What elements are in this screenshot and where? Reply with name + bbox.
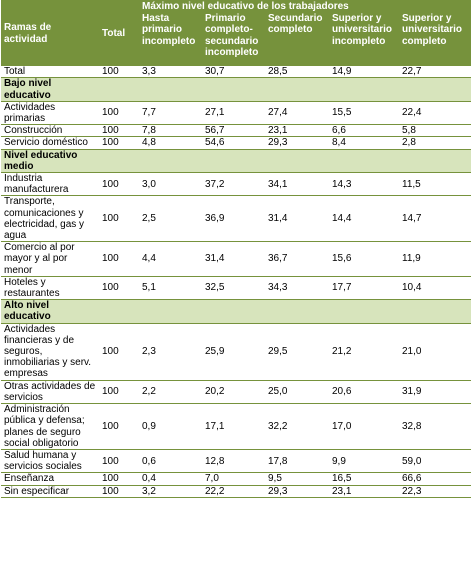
table-row bbox=[1, 485, 471, 497]
value-cell: 2,2 bbox=[139, 380, 202, 403]
value-cell: 6,6 bbox=[329, 125, 399, 137]
value-cell: 30,7 bbox=[202, 66, 265, 78]
table-row bbox=[1, 242, 471, 277]
value-cell: 29,3 bbox=[265, 137, 329, 149]
table-row bbox=[1, 196, 471, 242]
value-cell: 54,6 bbox=[202, 137, 265, 149]
group-empty-cell bbox=[139, 78, 202, 101]
header-secundario: Secundario completo bbox=[265, 12, 329, 66]
value-cell: 17,8 bbox=[265, 449, 329, 472]
value-cell: 17,7 bbox=[329, 276, 399, 299]
row-label: Salud humana y servicios sociales bbox=[1, 449, 99, 472]
value-cell: 25,9 bbox=[202, 323, 265, 380]
group-empty-cell bbox=[329, 78, 399, 101]
value-cell: 29,5 bbox=[265, 323, 329, 380]
group-empty-cell bbox=[265, 300, 329, 323]
value-cell: 25,0 bbox=[265, 380, 329, 403]
row-label: Enseñanza bbox=[1, 473, 99, 485]
total-cell: 100 bbox=[99, 137, 139, 149]
table-row bbox=[1, 125, 471, 137]
value-cell: 12,8 bbox=[202, 449, 265, 472]
value-cell: 56,7 bbox=[202, 125, 265, 137]
total-cell: 100 bbox=[99, 323, 139, 380]
row-label: Sin especificar bbox=[1, 485, 99, 497]
value-cell: 7,0 bbox=[202, 473, 265, 485]
table-row bbox=[1, 404, 471, 450]
total-cell: 100 bbox=[99, 66, 139, 78]
group-empty-cell bbox=[202, 149, 265, 172]
value-cell: 23,1 bbox=[265, 125, 329, 137]
value-cell: 2,8 bbox=[399, 137, 471, 149]
value-cell: 28,5 bbox=[265, 66, 329, 78]
value-cell: 27,4 bbox=[265, 101, 329, 124]
value-cell: 37,2 bbox=[202, 173, 265, 196]
group-empty-cell bbox=[265, 149, 329, 172]
group-empty-cell bbox=[99, 300, 139, 323]
total-cell: 100 bbox=[99, 276, 139, 299]
row-label: Total bbox=[1, 66, 99, 78]
total-cell: 100 bbox=[99, 404, 139, 450]
table-row bbox=[1, 473, 471, 485]
value-cell: 8,4 bbox=[329, 137, 399, 149]
value-cell: 3,3 bbox=[139, 66, 202, 78]
total-cell: 100 bbox=[99, 101, 139, 124]
header-rama: Ramas de actividad bbox=[1, 0, 99, 66]
value-cell: 36,9 bbox=[202, 196, 265, 242]
value-cell: 0,9 bbox=[139, 404, 202, 450]
group-empty-cell bbox=[202, 78, 265, 101]
group-label: Nivel educativo medio bbox=[1, 149, 99, 172]
group-empty-cell bbox=[399, 78, 471, 101]
value-cell: 59,0 bbox=[399, 449, 471, 472]
total-cell: 100 bbox=[99, 242, 139, 277]
total-cell: 100 bbox=[99, 196, 139, 242]
group-header-row bbox=[1, 78, 471, 101]
group-empty-cell bbox=[399, 300, 471, 323]
total-cell: 100 bbox=[99, 485, 139, 497]
group-header-row bbox=[1, 300, 471, 323]
value-cell: 14,9 bbox=[329, 66, 399, 78]
value-cell: 14,7 bbox=[399, 196, 471, 242]
table-row bbox=[1, 276, 471, 299]
value-cell: 27,1 bbox=[202, 101, 265, 124]
value-cell: 3,2 bbox=[139, 485, 202, 497]
row-label: Hoteles y restaurantes bbox=[1, 276, 99, 299]
value-cell: 11,9 bbox=[399, 242, 471, 277]
value-cell: 14,3 bbox=[329, 173, 399, 196]
header-superior-completo: Superior y universitario completo bbox=[399, 12, 471, 66]
header-total: Total bbox=[99, 0, 139, 66]
value-cell: 22,4 bbox=[399, 101, 471, 124]
value-cell: 17,0 bbox=[329, 404, 399, 450]
value-cell: 32,8 bbox=[399, 404, 471, 450]
value-cell: 15,5 bbox=[329, 101, 399, 124]
row-label: Transporte, comunicaciones y electricidad, gas y agua bbox=[1, 196, 99, 242]
row-label: Comercio al por mayor y al por menor bbox=[1, 242, 99, 277]
value-cell: 31,9 bbox=[399, 380, 471, 403]
row-label: Actividades financieras y de seguros, inmobiliarias y serv. empresas bbox=[1, 323, 99, 380]
value-cell: 23,1 bbox=[329, 485, 399, 497]
table-header bbox=[1, 0, 471, 66]
group-header-row bbox=[1, 149, 471, 172]
table-row bbox=[1, 449, 471, 472]
row-label: Servicio doméstico bbox=[1, 137, 99, 149]
group-empty-cell bbox=[329, 149, 399, 172]
total-cell: 100 bbox=[99, 173, 139, 196]
table-body bbox=[1, 66, 471, 497]
group-empty-cell bbox=[139, 149, 202, 172]
value-cell: 21,0 bbox=[399, 323, 471, 380]
value-cell: 5,1 bbox=[139, 276, 202, 299]
value-cell: 11,5 bbox=[399, 173, 471, 196]
group-empty-cell bbox=[202, 300, 265, 323]
header-superior-incompleto: Superior y universitario incompleto bbox=[329, 12, 399, 66]
value-cell: 31,4 bbox=[265, 196, 329, 242]
value-cell: 32,2 bbox=[265, 404, 329, 450]
value-cell: 16,5 bbox=[329, 473, 399, 485]
value-cell: 20,6 bbox=[329, 380, 399, 403]
value-cell: 0,4 bbox=[139, 473, 202, 485]
value-cell: 4,4 bbox=[139, 242, 202, 277]
value-cell: 7,8 bbox=[139, 125, 202, 137]
value-cell: 0,6 bbox=[139, 449, 202, 472]
value-cell: 9,9 bbox=[329, 449, 399, 472]
group-empty-cell bbox=[99, 78, 139, 101]
value-cell: 15,6 bbox=[329, 242, 399, 277]
row-label: Industria manufacturera bbox=[1, 173, 99, 196]
value-cell: 4,8 bbox=[139, 137, 202, 149]
row-label: Construcción bbox=[1, 125, 99, 137]
education-by-activity-table bbox=[1, 0, 471, 498]
row-label: Otras actividades de servicios bbox=[1, 380, 99, 403]
table-row bbox=[1, 380, 471, 403]
table-row bbox=[1, 323, 471, 380]
value-cell: 7,7 bbox=[139, 101, 202, 124]
group-empty-cell bbox=[329, 300, 399, 323]
total-cell: 100 bbox=[99, 449, 139, 472]
total-cell: 100 bbox=[99, 125, 139, 137]
value-cell: 34,1 bbox=[265, 173, 329, 196]
group-empty-cell bbox=[399, 149, 471, 172]
table-row bbox=[1, 101, 471, 124]
value-cell: 20,2 bbox=[202, 380, 265, 403]
row-label: Actividades primarias bbox=[1, 101, 99, 124]
value-cell: 32,5 bbox=[202, 276, 265, 299]
table-row bbox=[1, 66, 471, 78]
value-cell: 9,5 bbox=[265, 473, 329, 485]
value-cell: 36,7 bbox=[265, 242, 329, 277]
group-empty-cell bbox=[99, 149, 139, 172]
value-cell: 22,3 bbox=[399, 485, 471, 497]
value-cell: 3,0 bbox=[139, 173, 202, 196]
value-cell: 2,3 bbox=[139, 323, 202, 380]
value-cell: 5,8 bbox=[399, 125, 471, 137]
table-row bbox=[1, 137, 471, 149]
value-cell: 34,3 bbox=[265, 276, 329, 299]
value-cell: 14,4 bbox=[329, 196, 399, 242]
value-cell: 22,2 bbox=[202, 485, 265, 497]
value-cell: 10,4 bbox=[399, 276, 471, 299]
row-label: Administración pública y defensa; planes de seguro social obligatorio bbox=[1, 404, 99, 450]
value-cell: 21,2 bbox=[329, 323, 399, 380]
value-cell: 31,4 bbox=[202, 242, 265, 277]
table-row bbox=[1, 173, 471, 196]
header-super: Máximo nivel educativo de los trabajadores bbox=[139, 0, 471, 12]
group-empty-cell bbox=[139, 300, 202, 323]
group-label: Bajo nivel educativo bbox=[1, 78, 99, 101]
header-primario-secundario: Primario completo-secundario incompleto bbox=[202, 12, 265, 66]
total-cell: 100 bbox=[99, 380, 139, 403]
group-label: Alto nivel educativo bbox=[1, 300, 99, 323]
total-cell: 100 bbox=[99, 473, 139, 485]
value-cell: 66,6 bbox=[399, 473, 471, 485]
value-cell: 22,7 bbox=[399, 66, 471, 78]
value-cell: 2,5 bbox=[139, 196, 202, 242]
value-cell: 29,3 bbox=[265, 485, 329, 497]
value-cell: 17,1 bbox=[202, 404, 265, 450]
header-hasta-primario: Hasta primario incompleto bbox=[139, 12, 202, 66]
group-empty-cell bbox=[265, 78, 329, 101]
